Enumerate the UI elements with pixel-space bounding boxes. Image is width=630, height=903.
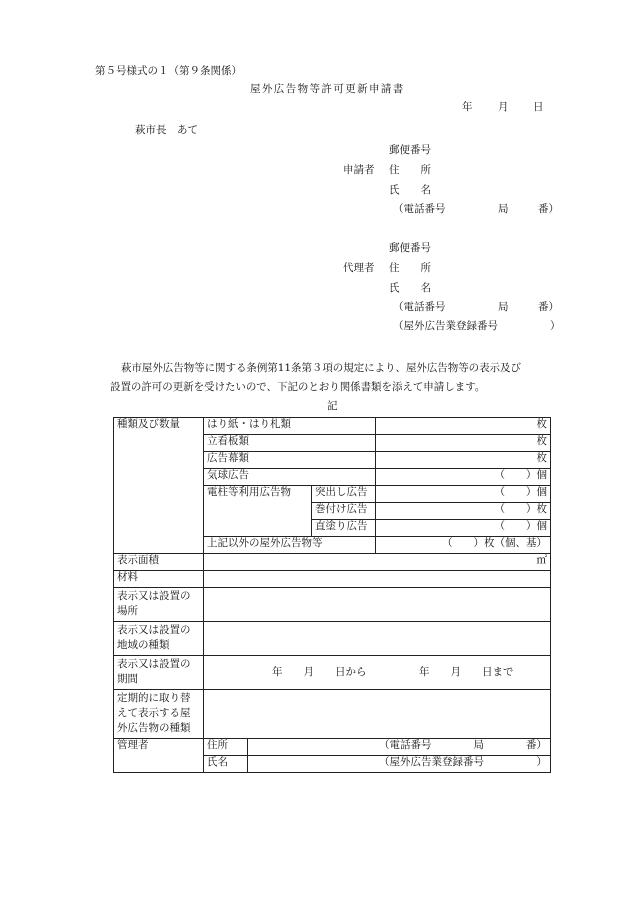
type-quantity-cell[interactable]: 枚 <box>376 418 551 435</box>
agent-registration-close: ） <box>550 320 561 332</box>
agent-phone-label: （電話番号 <box>393 301 446 313</box>
table-row <box>114 739 551 756</box>
zone-label-cell: 表示又は設置の地域の種類 <box>114 622 204 656</box>
date-day-label: 日 <box>533 101 544 113</box>
table-row <box>114 571 551 588</box>
manager-name-label: 氏名 <box>204 756 248 773</box>
period-value-cell[interactable]: 年 月 日から 年 月 日まで <box>204 656 551 690</box>
applicant-phone-close: 番） <box>538 203 559 215</box>
type-quantity-cell[interactable]: （ ）個 <box>376 520 551 537</box>
applicant-role-label: 申請者 <box>343 164 375 176</box>
ki-heading: 記 <box>327 400 338 412</box>
addressee: 萩市長 あて <box>135 124 198 136</box>
type-label-cell: 上記以外の屋外広告物等 <box>204 537 376 554</box>
table-row <box>114 622 551 656</box>
place-label-cell: 表示又は設置の場所 <box>114 588 204 622</box>
applicant-phone-label: （電話番号 <box>393 203 446 215</box>
table-row <box>114 588 551 622</box>
applicant-address-label: 住 所 <box>389 164 431 176</box>
type-header-cell: 種類及び数量 <box>114 418 204 554</box>
material-value-cell[interactable] <box>204 571 551 588</box>
type-quantity-cell[interactable]: （ ）個 <box>376 469 551 486</box>
periodic-label-cell: 定期的に取り替えて表示する屋外広告物の種類 <box>114 690 204 739</box>
table-row <box>114 554 551 571</box>
pole-ad-label-cell: 電柱等利用広告物 <box>204 486 312 537</box>
type-label-cell: 直塗り広告 <box>312 520 376 537</box>
manager-address-label: 住所 <box>204 739 248 756</box>
type-label-cell: 巻付け広告 <box>312 503 376 520</box>
type-label-cell: 広告幕類 <box>204 452 376 469</box>
agent-name-label: 氏 名 <box>389 282 431 294</box>
type-label-cell: 突出し広告 <box>312 486 376 503</box>
type-quantity-cell[interactable]: （ ）個 <box>376 486 551 503</box>
date-year-label: 年 <box>462 101 473 113</box>
type-quantity-cell[interactable]: 枚 <box>376 435 551 452</box>
date-month-label: 月 <box>498 101 509 113</box>
zone-value-cell[interactable] <box>204 622 551 656</box>
agent-address-label: 住 所 <box>389 262 431 274</box>
page-title: 屋外広告物等許可更新申請書 <box>250 83 405 95</box>
manager-name-value[interactable]: （屋外広告業登録番号 ） <box>248 756 551 773</box>
agent-phone-bureau: 局 <box>498 301 509 313</box>
type-quantity-cell[interactable]: （ ）枚 <box>376 503 551 520</box>
agent-registration-label: （屋外広告業登録番号 <box>393 320 498 332</box>
body-text-line-2: 設置の許可の更新を受けたいので、下記のとおり関係書類を添えて申請します。 <box>110 381 486 393</box>
area-label-cell: 表示面積 <box>114 554 204 571</box>
table-row <box>114 690 551 739</box>
applicant-name-label: 氏 名 <box>389 184 431 196</box>
agent-role-label: 代理者 <box>343 262 375 274</box>
material-label-cell: 材料 <box>114 571 204 588</box>
type-label-cell: はり紙・はり札類 <box>204 418 376 435</box>
body-text-line-1: 萩市屋外広告物等に関する条例第11条第３項の規定により、屋外広告物等の表示及び <box>121 362 521 374</box>
type-quantity-cell[interactable]: （ ）枚（個、基） <box>376 537 551 554</box>
manager-address-value[interactable]: （電話番号 局 番） <box>248 739 551 756</box>
agent-phone-close: 番） <box>538 301 559 313</box>
type-label-cell: 気球広告 <box>204 469 376 486</box>
period-label-cell: 表示又は設置の期間 <box>114 656 204 690</box>
type-label-cell: 立看板類 <box>204 435 376 452</box>
periodic-value-cell[interactable] <box>204 690 551 739</box>
agent-postal-label: 郵便番号 <box>389 242 431 254</box>
manager-label-cell: 管理者 <box>114 739 204 773</box>
place-value-cell[interactable] <box>204 588 551 622</box>
table-row <box>114 418 551 435</box>
applicant-phone-bureau: 局 <box>498 203 509 215</box>
type-quantity-cell[interactable]: 枚 <box>376 452 551 469</box>
table-row <box>114 656 551 690</box>
application-table <box>113 417 551 773</box>
form-number: 第５号様式の１（第９条関係） <box>95 65 242 77</box>
area-value-cell[interactable]: ㎡ <box>204 554 551 571</box>
applicant-postal-label: 郵便番号 <box>389 144 431 156</box>
